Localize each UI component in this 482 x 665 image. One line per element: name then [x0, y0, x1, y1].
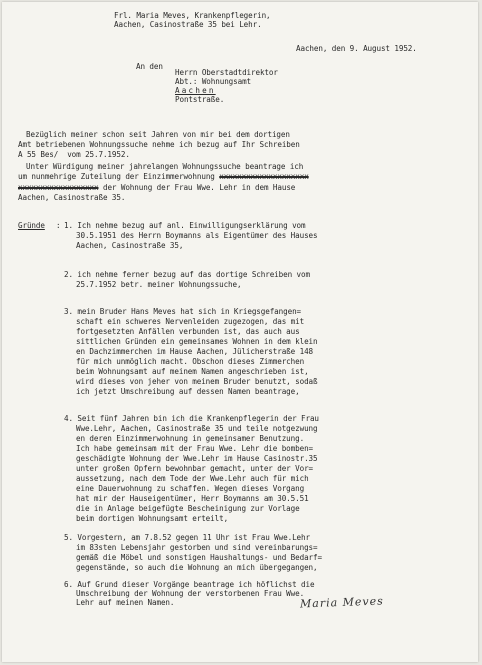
reason-line: Umschreibung der Wohnung der verstorbenen Frau Wwe. — [76, 589, 305, 598]
reason-line: Wwe.Lehr, Aachen, Casinostraße 35 und teile notgezwung — [76, 424, 318, 433]
reason-line: gegenstände, so auch die Wohnung an mich übergegangen, — [76, 563, 318, 572]
struck-text-2: xxxxxxxxxxxxxxxxxx — [18, 183, 99, 192]
reason-line: Aachen, Casinostraße 35, — [76, 241, 184, 250]
reason-line: 2. ich nehme ferner bezug auf das dortige Schreiben vom — [64, 270, 310, 279]
date-line: Aachen, den 9. August 1952. — [296, 44, 417, 53]
reason-line: 6. Auf Grund dieser Vorgänge beantrage ich höflichst die — [64, 580, 315, 589]
intro-line-1: Bezüglich meiner schon seit Jahren von mir bei dem dortigen — [26, 130, 290, 139]
recipient-street: Pontstraße. — [175, 95, 225, 104]
handwritten-signature: Maria Meves — [299, 594, 384, 611]
reason-line: wird dieses von jeher von meinem Bruder benutzt, sodaß — [76, 377, 318, 386]
gruende-label: Gründe — [18, 221, 45, 230]
reason-line: beim Wohnungsamt auf meinem Namen angeschrieben ist, — [76, 367, 309, 376]
reason-line: en Dachzimmerchen im Hause Aachen, Jülicherstraße 148 — [76, 347, 314, 356]
recipient-city: Aachen — [175, 86, 216, 95]
reason-line: 25.7.1952 betr. meiner Wohnungssuche, — [76, 280, 242, 289]
reason-line: 30.5.1951 des Herrn Boymanns als Eigentümer des Hauses — [76, 231, 318, 240]
reason-line: hat mir der Hauseigentümer, Herr Boymanns am 30.5.51 — [76, 494, 309, 503]
recipient-line-1: Herrn Oberstadtdirektor — [175, 68, 278, 77]
reason-line: sittlichen Gründen ein gemeinsames Wohnen in dem klein — [76, 337, 318, 346]
recipient-line-2: Abt.: Wohnungsamt — [175, 77, 252, 86]
sender-line-2: Aachen, Casinostraße 35 bei Lehr. — [114, 20, 262, 29]
reason-line: gemäß die Möbel und sonstigen Haushaltungs- und Bedarf= — [76, 553, 322, 562]
intro-line-5-text: um nunmehrige Zuteilung der Einzimmerwohnung — [18, 172, 220, 181]
reason-line: Ich habe gemeinsam mit der Frau Wwe. Lehr die bomben= — [76, 444, 314, 453]
reason-line: 5. Vorgestern, am 7.8.52 gegen 11 Uhr ist Frau Wwe.Lehr — [64, 533, 310, 542]
struck-text-1: xxxxxxxxxxxxxxxxxxxx — [219, 172, 309, 181]
reason-line: aussetzung, nach dem Tode der Wwe.Lehr auch für mich — [76, 474, 309, 483]
sender-line-1: Frl. Maria Meves, Krankenpflegerin, — [114, 11, 271, 20]
intro-line-7: Aachen, Casinostraße 35. — [18, 193, 126, 202]
intro-line-2: Amt betriebenen Wohnungssuche nehme ich bezug auf Ihr Schreiben — [18, 140, 300, 149]
reason-line: ich jetzt Umschreibung auf dessen Namen beantrage, — [76, 387, 300, 396]
reason-line: 1. Ich nehme bezug auf anl. Einwilligungserklärung vom — [64, 221, 306, 230]
intro-line-6-text: der Wohnung der Frau Wwe. Lehr in dem Hause — [98, 183, 296, 192]
intro-line-3: A 55 Bes/ vom 25.7.1952. — [18, 150, 130, 159]
reason-line: 4. Seit fünf Jahren bin ich die Krankenpflegerin der Frau — [64, 414, 319, 423]
reason-line: im 83sten Lebensjahr gestorben und sind vereinbarungs= — [76, 543, 318, 552]
reason-line: schaft ein schweres Nervenleiden zugezogen, das mit — [76, 317, 305, 326]
reason-line: fortgesetzten Anfällen verbunden ist, das auch aus — [76, 327, 300, 336]
reason-line: beim dortigen Wohnungsamt erteilt, — [76, 514, 229, 523]
reason-line: unter großen Opfern bewohnbar gemacht, unter der Vor= — [76, 464, 314, 473]
reason-line: en deren Einzimmerwohnung in gemeinsamer Benutzung. — [76, 434, 305, 443]
reason-line: für mich unmöglich macht. Obschon dieses Zimmerchen — [76, 357, 305, 366]
reason-line: 3. mein Bruder Hans Meves hat sich in Kriegsgefangen= — [64, 307, 302, 316]
letter-page — [2, 2, 478, 662]
intro-line-4: Unter Würdigung meiner jahrelangen Wohnungssuche beantrage ich — [26, 162, 304, 171]
reason-line: die in Anlage beigefügte Bescheinigung zur Vorlage — [76, 504, 300, 513]
reason-line: geschädigte Wohnung der Wwe.Lehr im Hause Casinostr.35 — [76, 454, 318, 463]
gruende-colon: : — [56, 221, 61, 230]
intro-line-5 — [18, 172, 309, 181]
recipient-prefix: An den — [136, 62, 163, 71]
intro-line-6 — [18, 183, 295, 192]
reason-line: Lehr auf meinen Namen. — [76, 598, 175, 607]
reason-line: eine Dauerwohnung zu schaffen. Wegen dieses Vorgang — [76, 484, 305, 493]
